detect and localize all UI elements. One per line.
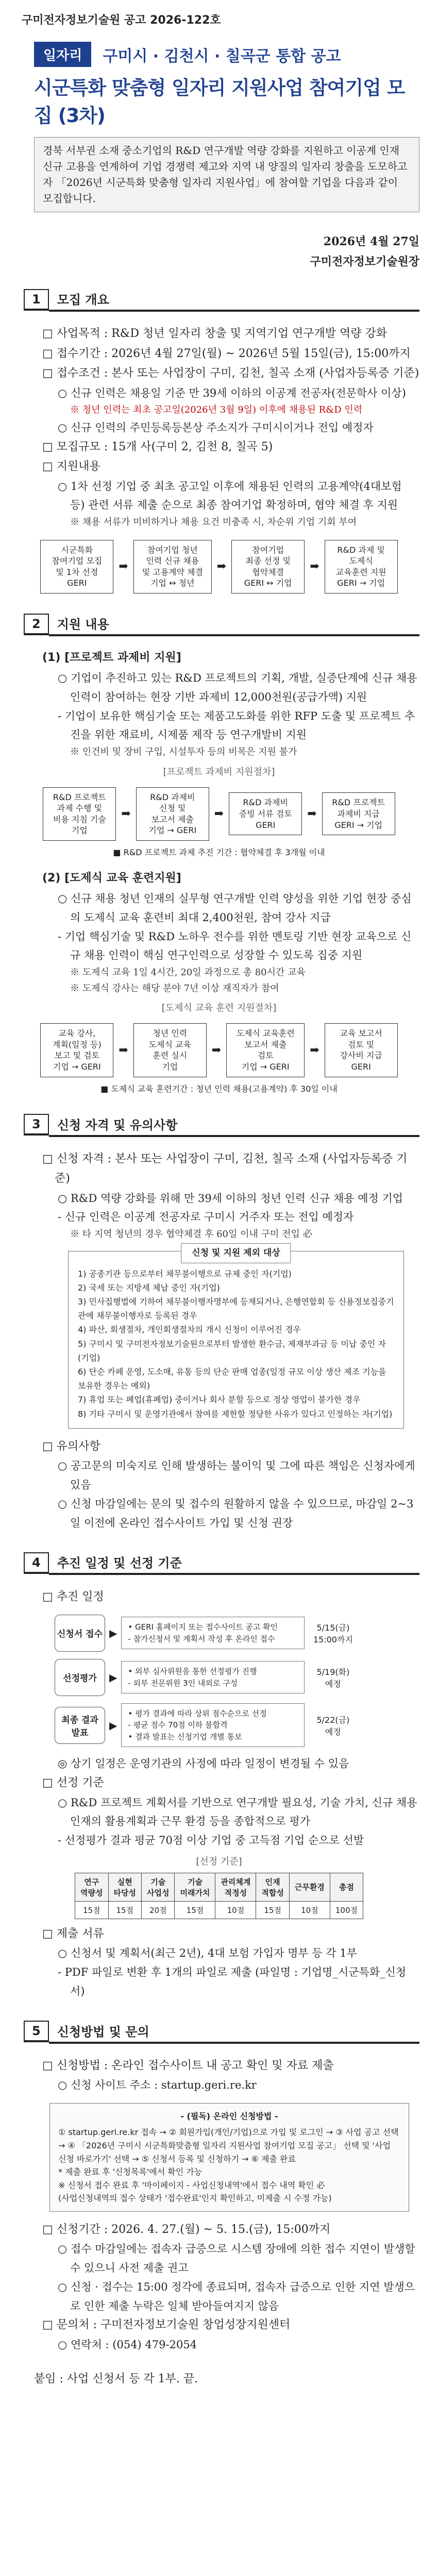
criteria-table <box>75 1873 363 1919</box>
banner <box>34 42 419 67</box>
list-item: ○ 신규 채용 청년 인재의 실무형 연구개발 인력 양성을 위한 기업 현장 중심의 도제식 교육 훈련비 최대 2,400천원, 참여 강사 지급 <box>58 892 412 924</box>
arrow-right-icon: ➡ <box>119 560 128 573</box>
table-cell: 15점 <box>256 1901 289 1919</box>
list-item: ○ 접수 마감일에는 접속자 급증으로 시스템 장애에 의한 접수 지연이 발생할 수 있으니 사전 제출 권고 <box>58 2243 415 2275</box>
list-item: □ 접수기간 : 2026년 4월 27일(월) ~ 2026년 5월 15일(금), 15:00까지 <box>42 347 411 360</box>
exclusion-item: 2) 국세 또는 지방세 체납 중인 자(기업) <box>78 1282 220 1293</box>
page-title: 시군특화 맞춤형 일자리 지원사업 참여기업 모집 (3차) <box>34 77 405 127</box>
flow-step: R&D 프로젝트 과제 수행 및 비용 지침 기술 기업 <box>43 787 116 841</box>
announce-org: 구미전자정보기술원장 <box>310 255 419 268</box>
list-item: □ 선정 기준 <box>42 1776 104 1789</box>
list-item: ○ 신규 인력의 주민등록등본상 주소지가 구미시이거나 전입 예정자 <box>58 421 374 434</box>
process-flow <box>19 540 419 594</box>
flow-step: R&D 프로젝트 과제비 지급 GERI → 기업 <box>322 792 395 835</box>
exclusion-item: 4) 파산, 회생절차, 개인회생절차의 개시 신청이 이루어진 경우 <box>78 1325 301 1335</box>
attachment-footer: 붙임 : 사업 신청서 등 각 1부. 끝. <box>34 2372 198 2385</box>
exclusion-item: 6) 단순 카페 운영, 도소매, 유통 등의 단순 판매 업종(일정 규모 이상 생산 제조 기능을 보유한 경우는 예외) <box>78 1367 386 1391</box>
list-item: □ 신청 자격 : 본사 또는 사업장이 구미, 김천, 칠곡 소재 (사업자등록증 기준) <box>42 1152 408 1185</box>
flow-caption: [프로젝트 과제비 지원절차] <box>163 766 275 777</box>
table-cell: 20점 <box>141 1901 174 1919</box>
exclusion-item: 1) 공종기관 등으로부터 채무불이행으로 규제 중인 자(기업) <box>78 1268 292 1279</box>
schedule-label: 최종 결과 발표 <box>55 1707 105 1744</box>
list-item: □ 지원내용 <box>42 460 100 473</box>
table-header: 근무환경 <box>289 1873 330 1901</box>
list-item: □ 문의처 : 구미전자정보기술원 창업성장지원센터 <box>42 2318 291 2332</box>
subsection-title: (2) [도제식 교육 훈련지원] <box>42 872 181 885</box>
section-header-3 <box>24 1113 419 1137</box>
section-title: 모집 개요 <box>49 287 419 312</box>
exclusion-item: 8) 기타 구미시 및 운영기관에서 참여를 제한할 정당한 사유가 있다고 인정하는 자(기업) <box>78 1409 393 1419</box>
arrow-right-icon: ➡ <box>307 807 317 821</box>
online-guide-text: ① startup.geri.re.kr 접속 → ② 회원가입(개인/기업)으로 가입 및 로그인 → ③ 사업 공고 선택 → ④ 「2026년 구미시 시군특화맞춤형 일자리 지원사업 참여기업 모집 공고」 선택 및 '사업 신청 바로가기' 선택 → ⑤ 신청서 등록 및 신청하기 → ⑥ 제출 완료 * 제출 완료 후 '신청목록'에서 확인 가능 ※ 신청서 접수 완료 후 '마이페이지 - 사업신청내역'에서 접수 내역 확인 必 (사업신청내역의 접수 상태가 '접수완료'인지 확인하고, 미제출 시 수정 가능) <box>58 2127 399 2204</box>
arrow-right-icon: ➡ <box>121 807 131 821</box>
flow-note: ■ R&D 프로젝트 과제 추진 기간 : 협약체결 후 3개월 이내 <box>113 848 325 858</box>
note-text: ※ 인건비 및 장비 구입, 시설투자 등의 비목은 지원 불가 <box>70 747 297 758</box>
flow-step: R&D 과제비 증빙 서류 검토 GERI <box>229 792 302 835</box>
subsection-title: (1) [프로젝트 과제비 지원] <box>42 651 181 665</box>
flow-step: 참여기업 청년 인력 신규 채용 및 고용계약 체결 기업 ↔ 청년 <box>133 540 212 594</box>
process-flow <box>19 787 419 841</box>
note-text: ※ 채용 서류가 미비하거나 채용 요건 미충족 시, 차순위 기업 기회 부여 <box>70 517 357 528</box>
schedule-row <box>55 1703 419 1748</box>
table-header: 기술 미래가치 <box>175 1873 215 1901</box>
banner-text: 구미시 · 김천시 · 칠곡군 통합 공고 <box>103 47 341 65</box>
flow-step: 참여기업 최종 선정 및 협약체결 GERI ↔ 기업 <box>231 540 305 594</box>
arrow-right-icon: ➡ <box>310 560 319 573</box>
section-header-2 <box>24 612 419 636</box>
table-header: 기술 사업성 <box>141 1873 174 1901</box>
table-cell: 15점 <box>175 1901 215 1919</box>
table-caption: [선정 기준] <box>196 1856 242 1867</box>
arrow-right-icon: ➡ <box>211 1043 222 1057</box>
list-item: □ 모집규모 : 15개 사(구미 2, 김천 8, 칠곡 5) <box>42 440 273 453</box>
arrow-right-icon: ▶ <box>109 1719 117 1732</box>
list-item: - 기업이 보유한 핵심기술 또는 제품고도화를 위한 RFP 도출 및 프로젝트 추진을 위한 재료비, 시제품 제작 등 연구개발비 지원 <box>58 709 415 741</box>
exclusion-item: 7) 휴업 또는 폐업(휴폐업) 중이거나 회사 분할 등으로 정상 영업이 불가한 경우 <box>78 1395 361 1405</box>
exclusion-title: 신청 및 지원 제외 대상 <box>181 1243 291 1263</box>
table-cell: 10점 <box>289 1901 330 1919</box>
list-item: - 기업 핵심기술 및 R&D 노하우 전수를 위한 멘토링 기반 현장 교육으로 신규 채용 인력이 핵심 연구인력으로 성장할 수 있도록 집중 지원 <box>58 930 412 962</box>
exclusion-box <box>68 1247 404 1429</box>
table-row <box>75 1901 363 1919</box>
table-header: 관리체계 적정성 <box>215 1873 256 1901</box>
section-number: 1 <box>24 289 49 311</box>
list-item: ○ 신규 인력은 채용일 기준 만 39세 이하의 이공계 전공자(전문학사 이상) <box>58 386 406 399</box>
table-header: 연구 역량성 <box>75 1873 108 1901</box>
list-item: ○ 1차 선정 기업 중 최초 공고일 이후에 채용된 인력의 고용계약(4대보험 등) 관련 서류 제출 순으로 최종 참여기업 확정하며, 협약 체결 후 지원 <box>58 480 402 512</box>
section-number: 4 <box>24 1552 49 1574</box>
note-text: ※ 타 지역 청년의 경우 협약체결 후 60일 이내 구미 전입 必 <box>70 1229 312 1240</box>
arrow-right-icon: ▶ <box>109 1671 117 1684</box>
schedule-desc: • GERI 홈페이지 또는 접수사이트 공고 확인 - 참가신청서 및 계획서 작성 후 온라인 접수 <box>121 1617 305 1649</box>
section-title: 신청 자격 및 유의사항 <box>49 1113 419 1137</box>
list-item: - 신규 인력은 이공계 전공자로 구미시 거주자 또는 전입 예정자 <box>58 1211 354 1224</box>
table-header: 인재 적합성 <box>256 1873 289 1901</box>
flow-step: R&D 과제 및 도제식 교육훈련 지원 GERI → 기업 <box>325 540 398 594</box>
exclusion-item: 5) 구미시 및 구미전자정보기술원으로부터 발생한 환수금, 제재부과금 등 미납 중인 자(기업) <box>78 1338 386 1363</box>
flow-note: ■ 도제식 교육 훈련기간 : 청년 인력 채용(고용계약) 후 30일 이내 <box>100 1083 338 1094</box>
list-item: □ 추진 일정 <box>42 1590 104 1604</box>
flow-step: 교육 강사, 계획(일정 등) 보고 및 검토 기업 → GERI <box>40 1023 113 1077</box>
schedule <box>55 1615 419 1748</box>
schedule-date: 5/22(금) 예정 <box>316 1715 350 1737</box>
list-item: - PDF 파일로 변환 후 1개의 파일로 제출 (파일명 : 기업명_시군특화_신청서) <box>58 1966 407 1997</box>
table-cell: 15점 <box>108 1901 141 1919</box>
section-number: 5 <box>24 2021 49 2042</box>
list-item: □ 유의사항 <box>42 1439 100 1453</box>
table-cell: 10점 <box>215 1901 256 1919</box>
schedule-desc: • 평가 결과에 따라 상위 점수순으로 선정 - 평균 점수 70점 이하 불합격 • 결과 발표는 신청기업 개별 통보 <box>121 1703 305 1748</box>
list-item: ○ 공고문의 미숙지로 인해 발생하는 불이익 및 그에 따른 책임은 신청자에게 있음 <box>58 1460 415 1491</box>
table-header: 총점 <box>330 1873 363 1901</box>
flow-step: R&D 과제비 신청 및 보고서 제출 기업 → GERI <box>136 787 209 841</box>
arrow-right-icon: ▶ <box>109 1626 117 1639</box>
announce-date: 2026년 4월 27일 <box>323 235 419 248</box>
apply-site-link[interactable]: ○ 신청 사이트 주소 : startup.geri.re.kr <box>58 2079 257 2091</box>
schedule-row <box>55 1615 419 1652</box>
process-flow <box>19 1023 419 1077</box>
section-number: 2 <box>24 614 49 635</box>
intro-box: 경북 서부권 소재 중소기업의 R&D 연구개발 역량 강화를 지원하고 이공계 인재 신규 고용을 연계하여 기업 경쟁력 제고와 지역 내 양질의 일자리 창출을 도모하고자 「2026년 시군특화 맞춤형 일자리 지원사업」에 참여할 기업을 다음과 같이 모집합니다. <box>34 137 419 212</box>
list-item: □ 신청방법 : 온라인 접수사이트 내 공고 확인 및 자료 제출 <box>42 2059 334 2072</box>
list-item: □ 사업목적 : R&D 청년 일자리 창출 및 지역기업 연구개발 역량 강화 <box>42 327 387 340</box>
section-title: 신청방법 및 문의 <box>49 2020 419 2044</box>
online-guide-box <box>49 2103 409 2212</box>
arrow-right-icon: ➡ <box>310 1043 319 1057</box>
section-header-4 <box>24 1551 419 1575</box>
online-guide-title: - (필독) 온라인 신청방법 - <box>180 2111 278 2121</box>
list-item: □ 접수조건 : 본사 또는 사업장이 구미, 김천, 칠곡 소재 (사업자등록증 기준) <box>42 367 419 380</box>
list-item: □ 신청기간 : 2026. 4. 27.(월) ~ 5. 15.(금), 15:00까지 <box>42 2223 331 2236</box>
schedule-label: 선정평가 <box>55 1659 105 1696</box>
section-header-1 <box>24 287 419 312</box>
list-item: ○ 기업이 추진하고 있는 R&D 프로젝트의 기획, 개발, 실증단계에 신규 채용 인력이 참여하는 현장 기반 과제비 12,000천원(공급가액) 지원 <box>58 672 417 703</box>
flow-caption: [도제식 교육 훈련 지원절차] <box>161 1003 277 1014</box>
note-text: ※ 도제식 강사는 해당 분야 7년 이상 재직자가 참여 <box>70 982 279 994</box>
list-item: ○ 신청 마감일에는 문의 및 접수의 원활하지 않을 수 있으므로, 마감일 2~3일 이전에 온라인 접수사이트 가입 및 신청 권장 <box>58 1497 414 1529</box>
arrow-right-icon: ➡ <box>216 560 227 573</box>
schedule-label: 신청서 접수 <box>55 1615 105 1652</box>
schedule-date: 5/19(화) 예정 <box>316 1667 350 1689</box>
table-cell: 100점 <box>330 1901 363 1919</box>
category-badge: 일자리 <box>34 42 91 67</box>
section-title: 지원 내용 <box>49 612 419 636</box>
flow-step: 교육 보고서 검토 및 강사비 지급 GERI <box>325 1023 398 1077</box>
section-number: 3 <box>24 1114 49 1136</box>
arrow-right-icon: ➡ <box>214 807 224 821</box>
arrow-right-icon: ➡ <box>119 1043 128 1057</box>
section-header-5 <box>24 2020 419 2044</box>
list-item: □ 제출 서류 <box>42 1927 104 1940</box>
note-text: ※ 청년 인력는 최초 공고일(2026년 3월 9일) 이후에 채용된 R&D 인력 <box>70 404 363 416</box>
list-item: ○ 연락처 : (054) 479-2054 <box>58 2338 197 2351</box>
note-text: ※ 도제식 교육 1일 4시간, 20일 과정으로 총 80시간 교육 <box>70 967 306 978</box>
flow-step: 시군특화 참여기업 모집 및 1차 선정 GERI <box>40 540 113 594</box>
schedule-row <box>55 1659 419 1696</box>
table-header: 실현 타당성 <box>108 1873 141 1901</box>
exclusion-item: 3) 민사집행법에 기하여 채무불이행자명부에 등재되거나, 은행연합회 등 신용정보집중기관에 채무불이행자로 등록된 경우 <box>78 1297 394 1321</box>
list-item: ○ R&D 역량 강화를 위해 만 39세 이하의 청년 인력 신규 채용 예정 기업 <box>58 1192 403 1205</box>
section-title: 추진 일정 및 선정 기준 <box>49 1551 419 1575</box>
schedule-date: 5/15(금) 15:00까지 <box>313 1622 353 1645</box>
flow-step: 청년 인력 도제식 교육 훈련 실시 기업 <box>133 1023 207 1077</box>
list-item: ○ 신청서 및 계획서(최근 2년), 4대 보험 가입자 명부 등 각 1부 <box>58 1947 357 1960</box>
table-header-row <box>75 1873 363 1901</box>
doc-number: 구미전자정보기술원 공고 2026-122호 <box>22 14 221 27</box>
list-item: ○ 신청 · 접수는 15:00 정각에 종료되며, 접속자 급증으로 인한 지연 발생으로 인한 제출 누락은 일체 받아들여지지 않음 <box>58 2280 415 2312</box>
list-item: ○ R&D 프로젝트 계획서를 기반으로 연구개발 필요성, 기술 가치, 신규 채용 인재의 활용계획과 근무 환경 등을 종합적으로 평가 <box>58 1796 417 1828</box>
list-item: - 선정평가 결과 평균 70점 이상 기업 중 고득점 기업 순으로 선발 <box>58 1834 364 1846</box>
note-text: ◎ 상기 일정은 운영기관의 사정에 따라 일정이 변경될 수 있음 <box>58 1757 349 1770</box>
schedule-desc: • 외부 심사위원을 통한 선정평가 진행 - 외부 전문위원 3인 내외로 구성 <box>121 1661 305 1693</box>
flow-step: 도제식 교육훈련 보고서 제출 검토 기업 → GERI <box>226 1023 305 1077</box>
table-cell: 15점 <box>75 1901 108 1919</box>
